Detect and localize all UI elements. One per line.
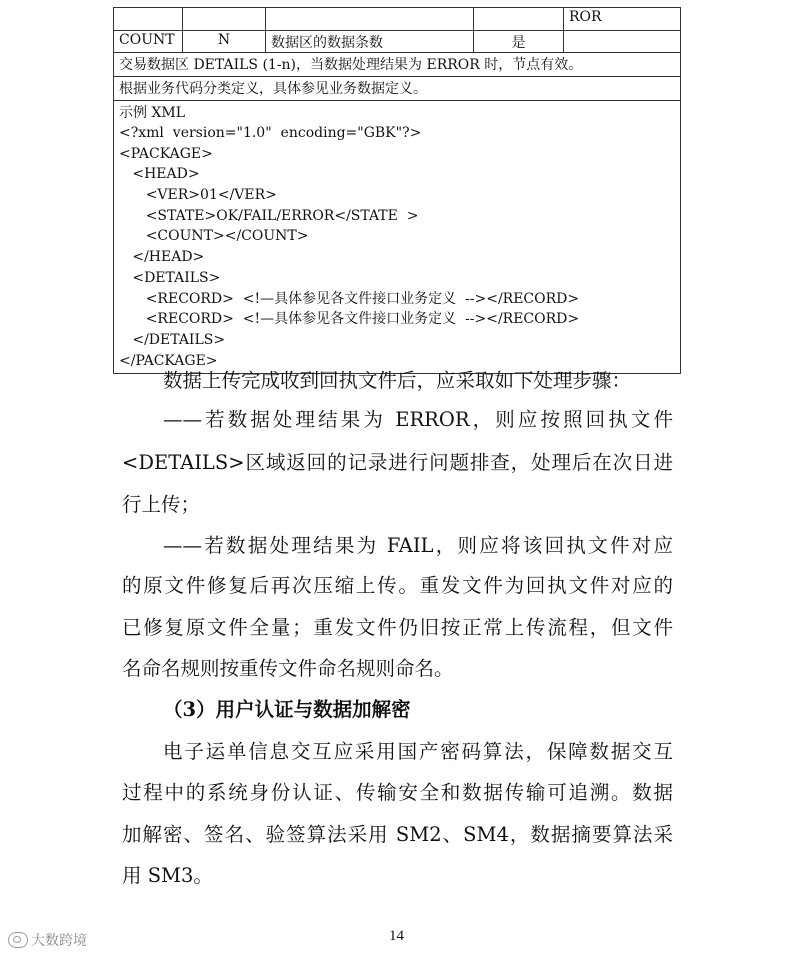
xml-example — [114, 101, 584, 373]
crypto-para-line: 用 SM3。 — [122, 864, 213, 887]
field-name-cell: COUNT — [114, 31, 183, 52]
xml-example-row — [114, 101, 680, 373]
watermark-logo-icon — [8, 932, 28, 948]
table-row — [114, 31, 680, 53]
xml-line: <STATE>OK/FAIL/ERROR</STATE > — [119, 207, 419, 224]
spec-table — [113, 7, 681, 374]
table-cell — [266, 8, 474, 30]
xml-line: </PACKAGE> — [119, 352, 218, 369]
xml-line: <VER>01</VER> — [119, 187, 277, 204]
crypto-para-line: 电子运单信息交互应采用国产密码算法，保障数据交互 — [163, 740, 673, 763]
section-heading: （3）用户认证与数据加解密 — [163, 698, 411, 721]
page-number: 14 — [389, 928, 404, 944]
field-desc-cell: 数据区的数据条数 — [266, 31, 474, 52]
xml-line: </DETAILS> — [119, 331, 226, 348]
fail-item-line: 已修复原文件全量；重发文件仍旧按正常上传流程，但文件 — [122, 616, 673, 639]
table-cell: ROR — [569, 9, 602, 25]
fail-item-line: 的原文件修复后再次压缩上传。重发文件为回执文件对应的 — [122, 574, 673, 597]
details-note: 交易数据区 DETAILS (1-n)，当数据处理结果为 ERROR 时，节点有效。 — [119, 57, 583, 73]
intro-text: 数据上传完成收到回执文件后，应采取如下处理步骤： — [163, 369, 632, 392]
watermark-text: 大数跨境 — [31, 933, 87, 949]
watermark — [8, 930, 87, 950]
xml-line: <?xml version="1.0" encoding="GBK"?> — [119, 125, 422, 141]
xml-line: <HEAD> — [119, 166, 200, 183]
table-cell — [474, 8, 564, 30]
table-cell — [114, 8, 183, 30]
xml-line: <RECORD> <!—具体参见各文件接口业务定义 --></RECORD> — [119, 311, 580, 328]
table-row — [114, 8, 680, 31]
xml-line: <DETAILS> — [119, 269, 221, 286]
error-item-line: 行上传； — [122, 493, 201, 516]
error-item-line: <DETAILS>区域返回的记录进行问题排查，处理后在次日进 — [122, 451, 673, 474]
crypto-para-line: 加解密、签名、验签算法采用 SM2、SM4，数据摘要算法采 — [122, 823, 673, 846]
fail-item-line: 名命名规则按重传文件命名规则命名。 — [122, 657, 454, 680]
crypto-para-line: 过程中的系统身份认证、传输安全和数据传输可追溯。数据 — [122, 781, 673, 804]
table-cell — [564, 31, 680, 52]
business-note: 根据业务代码分类定义，具体参见业务数据定义。 — [119, 81, 427, 97]
field-type-cell: N — [183, 31, 266, 52]
fail-item-line: ——若数据处理结果为 FAIL，则应将该回执文件对应 — [163, 534, 673, 557]
xml-line: <COUNT></COUNT> — [119, 228, 309, 245]
xml-line: <PACKAGE> — [119, 145, 213, 162]
table-row — [114, 53, 680, 77]
field-required-cell: 是 — [474, 31, 564, 52]
xml-title: 示例 XML — [119, 105, 186, 121]
xml-line: </HEAD> — [119, 249, 205, 266]
table-cell — [183, 8, 266, 30]
xml-line: <RECORD> <!—具体参见各文件接口业务定义 --></RECORD> — [119, 290, 580, 307]
error-item-line: ——若数据处理结果为 ERROR，则应按照回执文件 — [163, 408, 673, 431]
table-row — [114, 77, 680, 101]
